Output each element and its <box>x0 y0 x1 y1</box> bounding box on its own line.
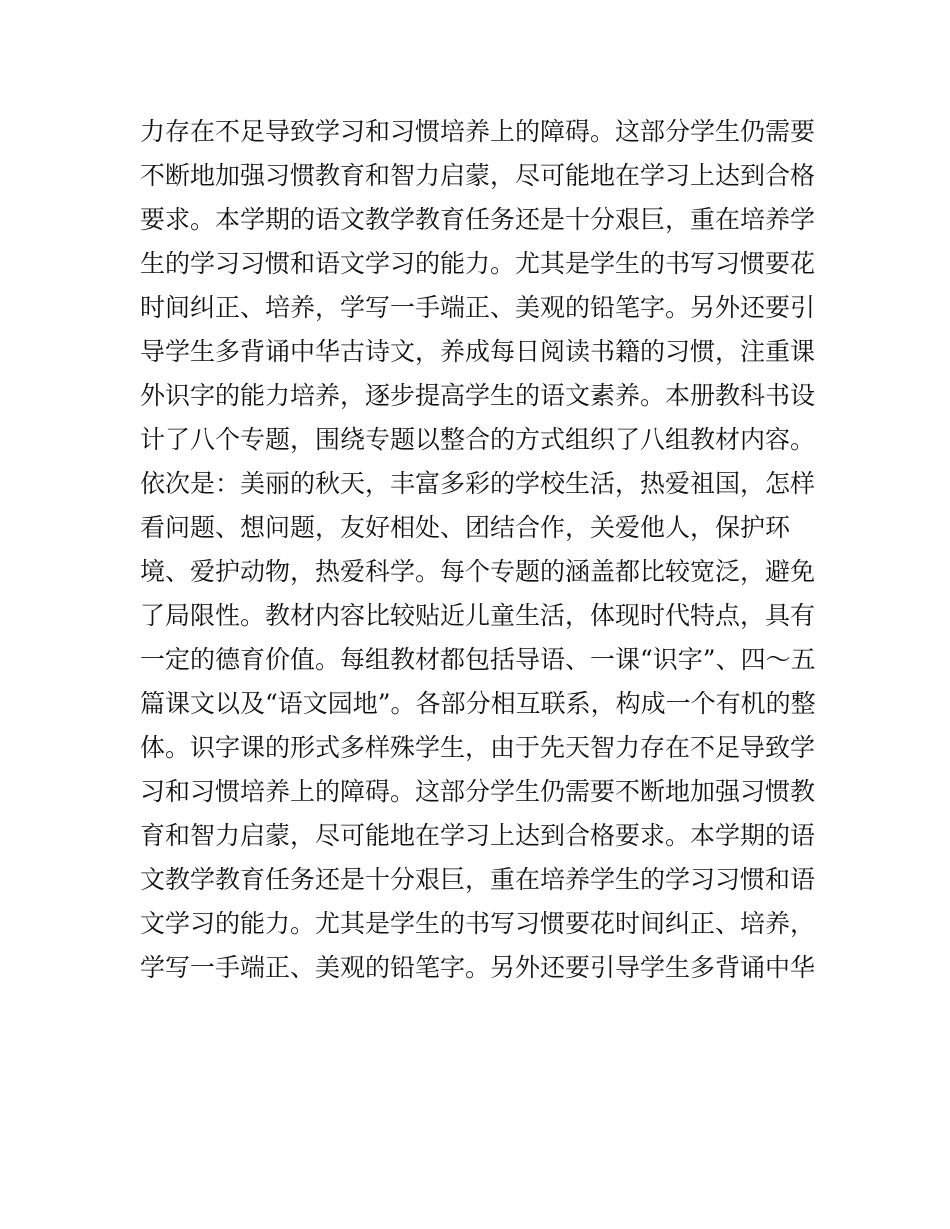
text-line: 力存在不足导致学习和习惯培养上的障碍。这部分学生仍需要 <box>140 117 816 146</box>
text-line: 习和习惯培养上的障碍。这部分学生仍需要不断地加强习惯教 <box>140 777 816 806</box>
text-line: 一定的德育价值。每组教材都包括导语、一课“识字”、四～五 <box>140 645 816 674</box>
text-line: 境、爱护动物，热爱科学。每个专题的涵盖都比较宽泛，避免 <box>140 557 816 586</box>
text-line: 要求。本学期的语文教学教育任务还是十分艰巨，重在培养学 <box>140 205 816 234</box>
text-line: 文学习的能力。尤其是学生的书写习惯要花时间纠正、培养， <box>140 909 816 938</box>
text-line: 计了八个专题，围绕专题以整合的方式组织了八组教材内容。 <box>140 425 816 454</box>
text-line: 体。识字课的形式多样殊学生，由于先天智力存在不足导致学 <box>140 733 816 762</box>
text-line: 育和智力启蒙，尽可能地在学习上达到合格要求。本学期的语 <box>140 821 816 850</box>
text-line: 篇课文以及“语文园地”。各部分相互联系，构成一个有机的整 <box>140 689 816 718</box>
text-line: 依次是：美丽的秋天，丰富多彩的学校生活，热爱祖国，怎样 <box>140 469 816 498</box>
text-line: 了局限性。教材内容比较贴近儿童生活，体现时代特点，具有 <box>140 601 816 630</box>
text-line: 学写一手端正、美观的铅笔字。另外还要引导学生多背诵中华 <box>140 953 816 982</box>
body-text <box>140 110 830 990</box>
text-line: 导学生多背诵中华古诗文，养成每日阅读书籍的习惯，注重课 <box>140 337 816 366</box>
text-line: 看问题、想问题，友好相处、团结合作，关爱他人，保护环 <box>140 513 791 542</box>
text-line: 文教学教育任务还是十分艰巨，重在培养学生的学习习惯和语 <box>140 865 816 894</box>
text-line: 时间纠正、培养，学写一手端正、美观的铅笔字。另外还要引 <box>140 293 816 322</box>
text-line: 生的学习习惯和语文学习的能力。尤其是学生的书写习惯要花 <box>140 249 816 278</box>
text-line: 外识字的能力培养，逐步提高学生的语文素养。本册教科书设 <box>140 381 816 410</box>
text-line: 不断地加强习惯教育和智力启蒙，尽可能地在学习上达到合格 <box>140 161 816 190</box>
